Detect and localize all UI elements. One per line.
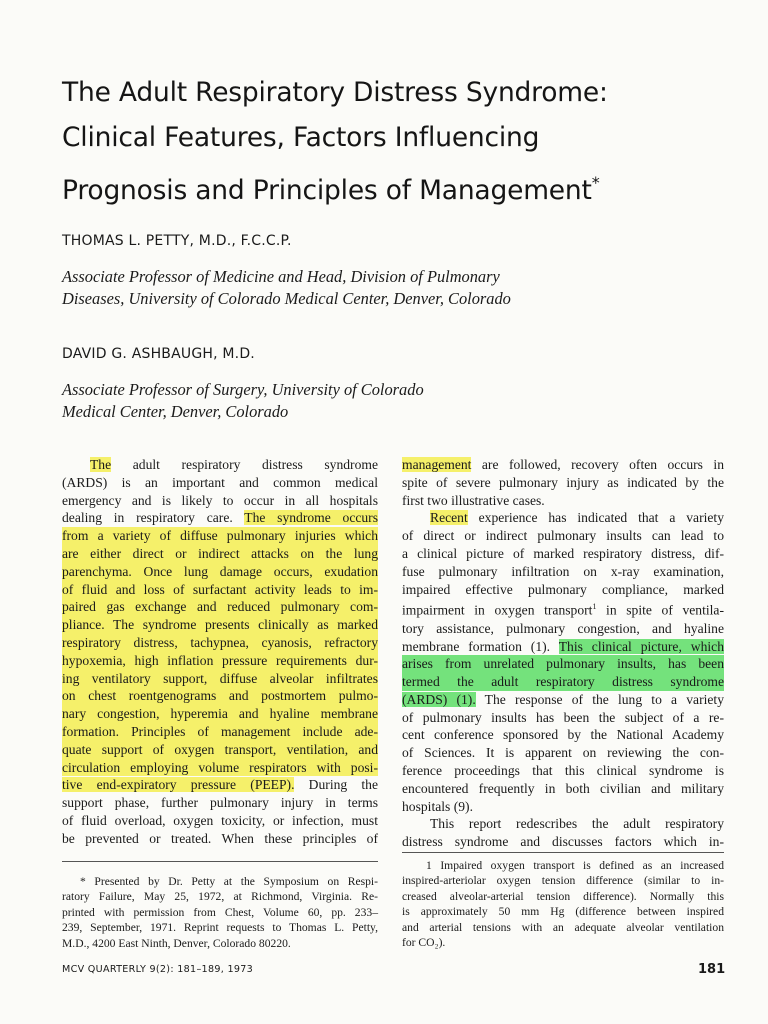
body-line: tory assistance, pulmonary congestion, and hyaline	[402, 620, 724, 636]
body-line: of Sciences. It is apparent on reviewing the con-	[402, 745, 724, 761]
footnote-divider	[402, 852, 724, 853]
footnote-line: 1 Impaired oxygen transport is defined as an increased	[426, 859, 724, 872]
highlighted-line: from a variety of diffuse pulmonary injuries which	[62, 528, 378, 544]
body-line: first two illustrative cases.	[402, 492, 545, 508]
body-line: distress syndrome and discusses factors which in-	[402, 834, 724, 850]
author-affiliation	[62, 266, 702, 310]
affiliation-line: Associate Professor of Surgery, University of Colorado	[62, 380, 424, 399]
body-line: management are followed, recovery often occurs in	[402, 457, 724, 472]
affiliation-line: Associate Professor of Medicine and Head, Division of Pulmonary	[62, 267, 500, 286]
author-name: THOMAS L. PETTY, M.D., F.C.C.P.	[62, 233, 292, 249]
body-line: The adult respiratory distress syndrome	[90, 457, 378, 472]
highlighted-line: formation. Principles of management include ade-	[62, 723, 378, 739]
footnote-line: and arterial tensions with an adequate alveolar ventilation	[402, 920, 724, 934]
footnote-right	[402, 858, 724, 950]
body-line: fuse pulmonary infiltration on x-ray examination,	[402, 563, 724, 579]
highlighted-line: respiratory distress, tachypnea, cyanosis, refractory	[62, 634, 378, 650]
body-line: a clinical picture of marked respiratory distress, dif-	[402, 545, 724, 561]
body-line: (ARDS) is an important and common medical	[62, 474, 378, 490]
highlighted-line: on chest roentgenograms and postmortem pulmo-	[62, 688, 378, 704]
highlighted-text: Recent	[430, 510, 468, 526]
highlighted-line: of fluid and loss of surfactant activity leads to im-	[62, 581, 378, 597]
highlighted-line: ing ventilatory support, diffuse alveolar infiltrates	[62, 670, 378, 686]
footnote-line: inspired-arteriolar oxygen tension difference (similar to in-	[402, 874, 724, 888]
journal-citation: MCV QUARTERLY 9(2): 181–189, 1973	[62, 964, 254, 975]
highlighted-line: circulation employing volume respirators with posi-	[62, 759, 378, 775]
left-column-body	[62, 456, 378, 848]
highlighted-line-green: arises from unrelated pulmonary insults, has been	[402, 656, 724, 672]
highlighted-line: nary congestion, hyperemia and hyaline membrane	[62, 706, 378, 722]
highlighted-text: The syndrome occurs	[244, 510, 378, 526]
body-line: ference proceedings that this clinical syndrome is	[402, 763, 724, 779]
body-line: emergency and is likely to occur in all hospitals	[62, 492, 378, 508]
body-line: impaired effective pulmonary compliance, marked	[402, 581, 724, 597]
affiliation-line: Diseases, University of Colorado Medical Center, Denver, Colorado	[62, 289, 511, 308]
highlighted-line: parenchyma. Once lung damage occurs, exudation	[62, 563, 378, 579]
body-line: support phase, further pulmonary injury in terms	[62, 795, 378, 811]
body-line: encountered frequently in both civilian and military	[402, 780, 724, 796]
highlighted-line: quate support of oxygen transport, ventilation, and	[62, 741, 378, 757]
highlighted-line: pliance. The syndrome presents clinically as marked	[62, 617, 378, 633]
footnote-line: * Presented by Dr. Petty at the Symposium on Respi-	[80, 875, 378, 888]
title-line: Clinical Features, Factors Influencing	[62, 122, 540, 153]
title-line: Prognosis and Principles of Management	[62, 175, 592, 206]
footnote-divider	[62, 861, 378, 862]
body-line: (ARDS) (1). The response of the lung to a variety	[402, 691, 724, 707]
body-line: dealing in respiratory care. The syndrome occurs	[62, 510, 378, 526]
footnote-line: M.D., 4200 East Ninth, Denver, Colorado 80220.	[62, 936, 291, 950]
body-line: This report redescribes the adult respiratory	[430, 816, 724, 832]
author-affiliation	[62, 379, 702, 423]
page-number: 181	[698, 962, 726, 977]
right-column-body	[402, 456, 724, 851]
article-title	[62, 70, 742, 213]
body-line: of direct or indirect pulmonary insults can lead to	[402, 528, 724, 544]
highlighted-text-green: (ARDS) (1).	[402, 691, 476, 707]
highlighted-line: are either direct or indirect attacks on the lung	[62, 545, 378, 561]
title-line: The Adult Respiratory Distress Syndrome:	[62, 77, 608, 108]
footnote-line: ratory Failure, May 25, 1972, at Richmond, Virginia. Re-	[62, 890, 378, 904]
body-line: of pulmonary insults has been the subject of a re-	[402, 709, 724, 725]
body-line: membrane formation (1). This clinical picture, which	[402, 638, 724, 654]
body-line: be prevented or treated. When these principles of	[62, 830, 378, 846]
title-footnote-marker: *	[591, 173, 600, 192]
highlighted-line: hypoxemia, high inflation pressure requirements dur-	[62, 652, 378, 668]
footnote-ref: 1	[592, 602, 597, 612]
body-line: impairment in oxygen transport$^1$ in spite of ventila-	[402, 602, 724, 618]
highlighted-text: management	[402, 457, 472, 472]
footnote-line: printed with permission from Chest, Volume 60, pp. 233–	[62, 905, 378, 919]
footnote-line: creased alveolar-arterial tension difference). Normally this	[402, 889, 724, 903]
body-line: Recent experience has indicated that a variety	[430, 510, 724, 526]
body-line: hospitals (9).	[402, 798, 473, 814]
highlighted-text-green: This clinical picture, which	[558, 638, 724, 654]
highlighted-line-green: termed the adult respiratory distress syndrome	[402, 674, 724, 690]
footnote-line: is approximately 50 mm Hg (difference between inspired	[402, 905, 724, 919]
footnote-line: for CO₂).	[402, 936, 446, 950]
body-line: tive end-expiratory pressure (PEEP). During the	[62, 777, 378, 793]
footnote-left	[62, 874, 378, 951]
body-line: of fluid overload, oxygen toxicity, or infection, must	[62, 812, 378, 828]
affiliation-line: Medical Center, Denver, Colorado	[62, 402, 289, 421]
author-name: DAVID G. ASHBAUGH, M.D.	[62, 346, 255, 362]
body-line: cent conference sponsored by the National Academy	[402, 727, 724, 743]
highlighted-line: paired gas exchange and reduced pulmonary com-	[62, 599, 378, 615]
highlighted-text: tive end-expiratory pressure (PEEP).	[62, 777, 295, 793]
body-line: spite of severe pulmonary injury as indicated by the	[402, 474, 724, 490]
highlighted-text: The	[90, 457, 112, 472]
footnote-line: 239, September, 1971. Reprint requests to Thomas L. Petty,	[62, 921, 378, 935]
